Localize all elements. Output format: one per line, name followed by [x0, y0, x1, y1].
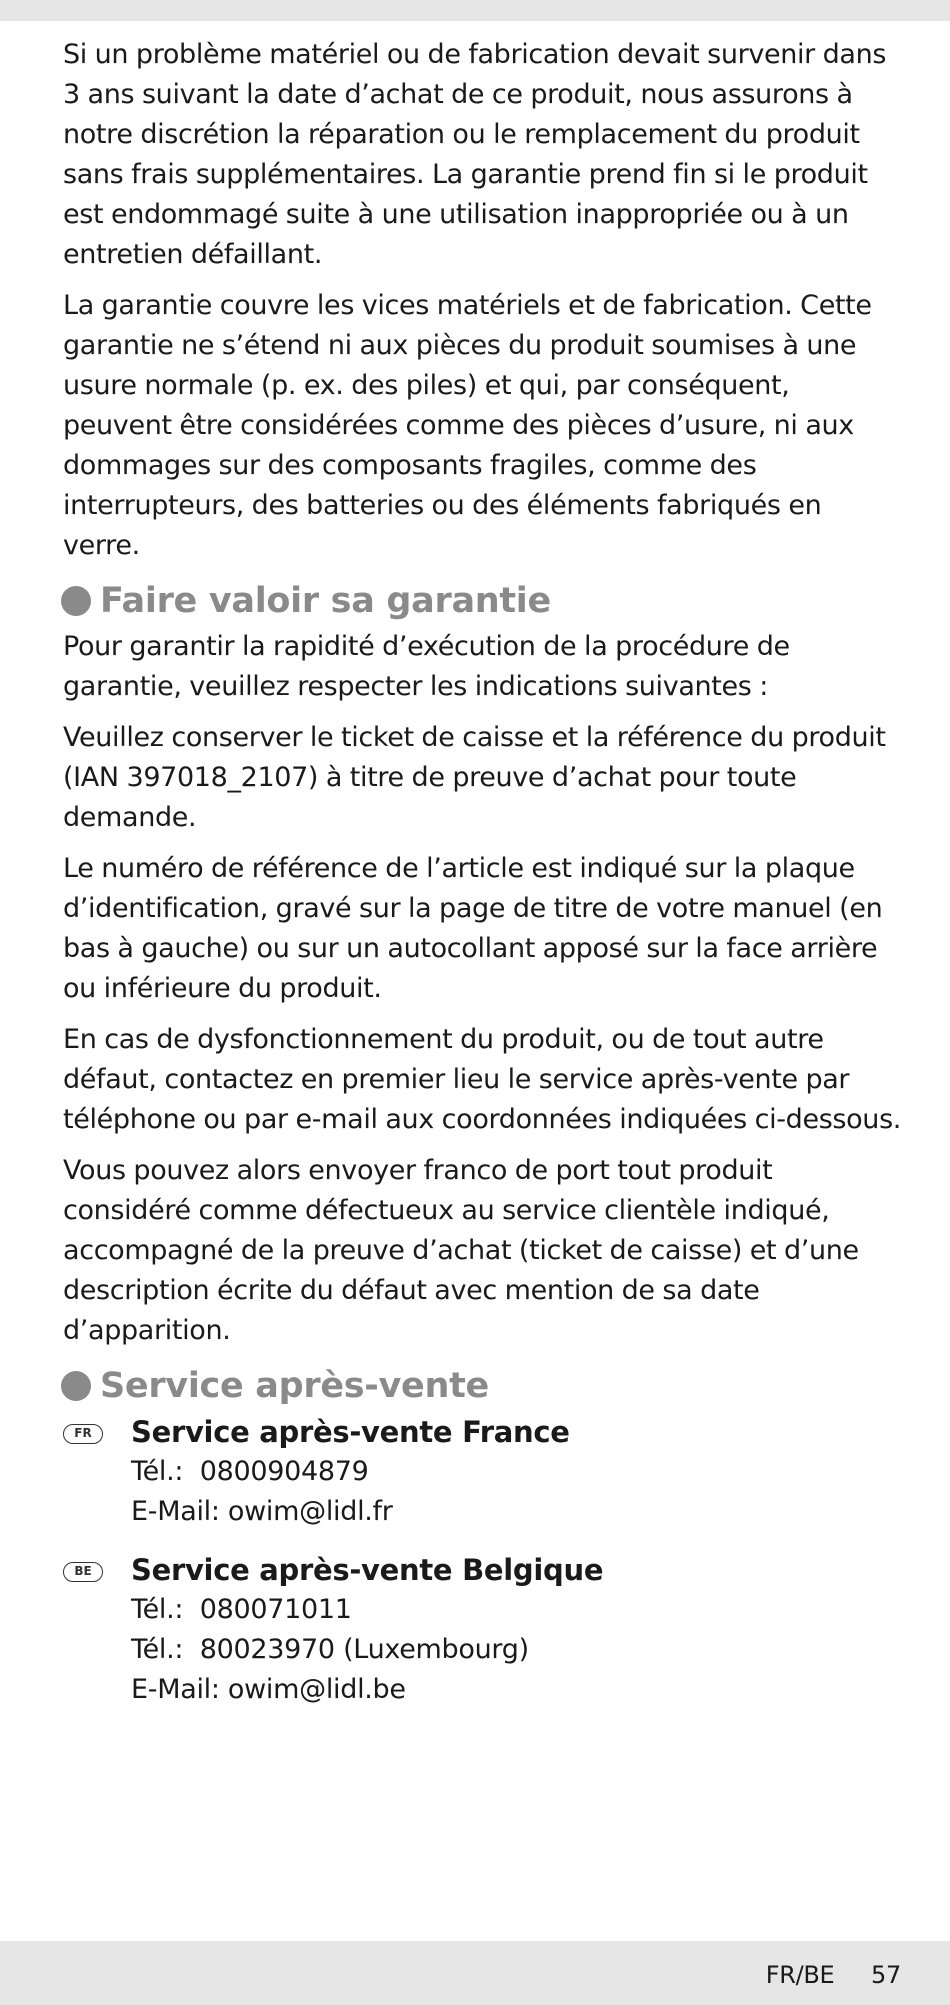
service-luxembourg-phone: Tél.: 80023970 (Luxembourg): [131, 1634, 529, 1665]
page-number: FR/BE 57: [765, 1961, 901, 1989]
country-flag-be-icon: BE: [63, 1562, 103, 1582]
heading-service-apres-vente-text: Service après-vente: [100, 1366, 489, 1406]
service-belgium-email: E-Mail: owim@lidl.be: [131, 1674, 406, 1705]
service-belgium-title: Service après-vente Belgique: [131, 1553, 604, 1587]
paragraph-reference-number: Le numéro de référence de l’article est indiqué sur la plaque d’identification, gravé sur la page de titre de votre manuel (en bas à gauche) ou sur un autocollant apposé sur la face arrière ou inférieure du produit.: [63, 853, 883, 1004]
paragraph-receipt: Veuillez conserver le ticket de caisse et la référence du produit (IAN 397018_2107) à titre de preuve d’achat pour toute demande.: [63, 722, 886, 833]
country-flag-fr-icon: FR: [63, 1424, 103, 1444]
paragraph-shipping: Vous pouvez alors envoyer franco de port tout produit considéré comme défectueux au service clientèle indiqué, accompagné de la preuve d’achat (ticket de caisse) et d’une description écrite du défaut avec mention de sa date d’apparition.: [63, 1155, 859, 1346]
top-band: [0, 0, 950, 21]
page-content: [63, 35, 903, 1710]
service-france-email: E-Mail: owim@lidl.fr: [131, 1496, 393, 1527]
heading-faire-valoir: [61, 577, 903, 625]
bullet-circle-icon: [61, 586, 91, 616]
heading-service-apres-vente: [61, 1362, 903, 1410]
paragraph-warranty-coverage: La garantie couvre les vices matériels et de fabrication. Cette garantie ne s’étend ni aux pièces du produit soumises à une usure normale (p. ex. des piles) et qui, par conséquent, peuvent être considérées comme des pièces d’usure, ni aux dommages sur des composants fragiles, comme des interrupteurs, des batteries ou des éléments fabriqués en verre.: [63, 290, 872, 561]
page-footer: [0, 1941, 950, 2005]
service-france-title: Service après-vente France: [131, 1415, 570, 1449]
service-france: [63, 1412, 903, 1532]
service-france-phone: Tél.: 0800904879: [131, 1456, 369, 1487]
bullet-circle-icon: [61, 1371, 91, 1401]
paragraph-procedure-intro: Pour garantir la rapidité d’exécution de la procédure de garantie, veuillez respecter les indications suivantes :: [63, 631, 790, 702]
paragraph-warranty-period: Si un problème matériel ou de fabrication devait survenir dans 3 ans suivant la date d’achat de ce produit, nous assurons à notre discrétion la réparation ou le remplacement du produit sans frais supplémentaires. La garantie prend fin si le produit est endommagé suite à une utilisation inappropriée ou à un entretien défaillant.: [63, 39, 887, 270]
heading-faire-valoir-text: Faire valoir sa garantie: [100, 581, 551, 621]
service-belgium: [63, 1550, 903, 1710]
service-belgium-phone: Tél.: 080071011: [131, 1594, 352, 1625]
paragraph-malfunction: En cas de dysfonctionnement du produit, ou de tout autre défaut, contactez en premier lieu le service après-vente par téléphone ou par e-mail aux coordonnées indiquées ci-dessous.: [63, 1024, 902, 1135]
